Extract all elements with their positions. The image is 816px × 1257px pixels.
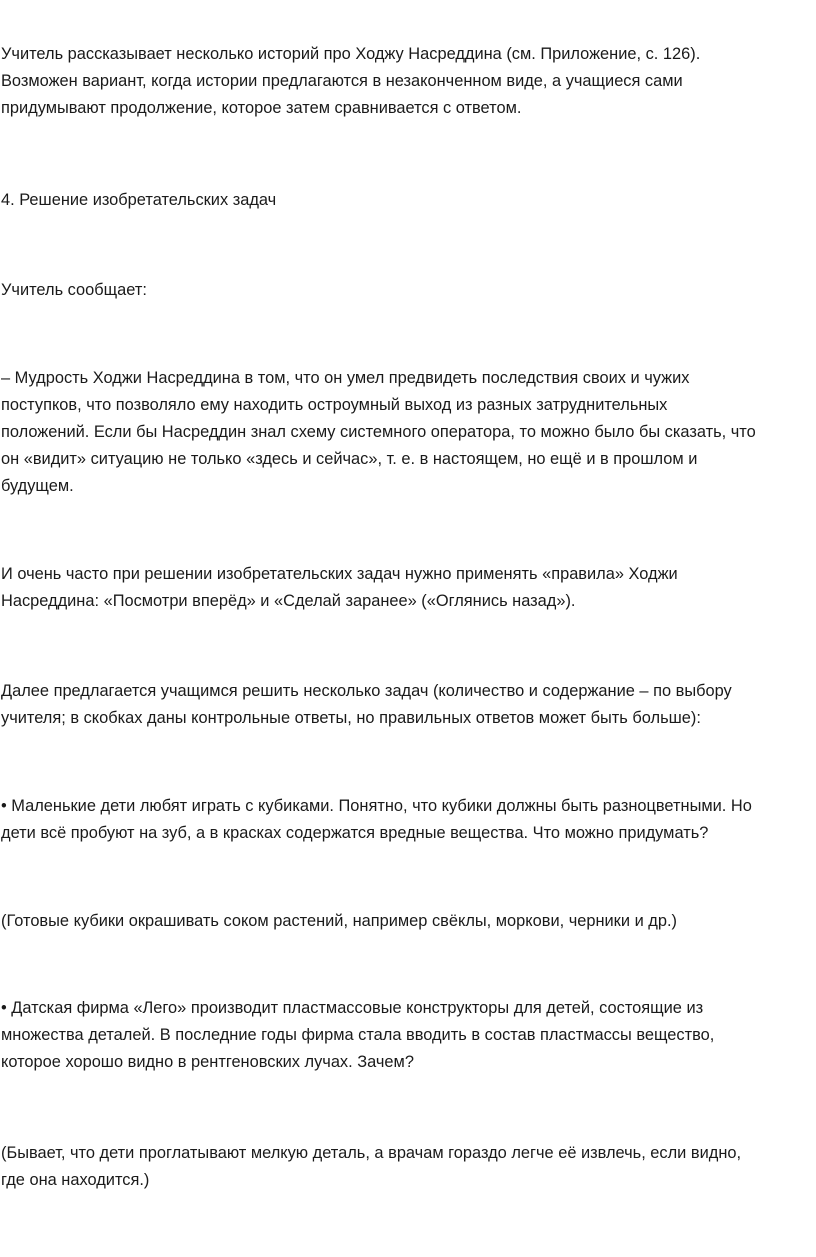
section-heading — [1, 187, 809, 214]
text-line: • Маленькие дети любят играть с кубиками. Понятно, что кубики должны быть разноцветными. Но — [1, 797, 752, 815]
text-line: (Бывает, что дети проглатывают мелкую деталь, а врачам гораздо легче её извлечь, если видно, — [1, 1144, 742, 1162]
text-line: будущем. — [1, 477, 74, 495]
task-item-cubes — [1, 793, 809, 847]
text-line: он «видит» ситуацию не только «здесь и сейчас», т. е. в настоящем, но ещё и в прошлом и — [1, 450, 698, 468]
paragraph-intro — [1, 41, 809, 122]
paragraph-rules — [1, 561, 809, 615]
text-line: Насреддина: «Посмотри вперёд» и «Сделай заранее» («Оглянись назад»). — [1, 592, 576, 610]
text-line: дети всё пробуют на зуб, а в красках содержатся вредные вещества. Что можно придумать? — [1, 824, 709, 842]
text-line: множества деталей. В последние годы фирма стала вводить в состав пластмассы вещество, — [1, 1026, 715, 1044]
text-line: (Готовые кубики окрашивать соком растений, например свёклы, моркови, черники и др.) — [1, 912, 677, 930]
text-line: положений. Если бы Насреддин знал схему системного оператора, то можно было бы сказать, что — [1, 423, 756, 441]
text-line: Учитель рассказывает несколько историй про Ходжу Насреддина (см. Приложение, с. 126). — [1, 45, 701, 63]
text-line: – Мудрость Ходжи Насреддина в том, что он умел предвидеть последствия своих и чужих — [1, 369, 690, 387]
text-line: Далее предлагается учащимся решить несколько задач (количество и содержание – по выбору — [1, 682, 732, 700]
text-line: где она находится.) — [1, 1171, 150, 1189]
text-line: Возможен вариант, когда истории предлагаются в незаконченном виде, а учащиеся сами — [1, 72, 683, 90]
paragraph-tasks-intro — [1, 678, 809, 732]
text-line: • Датская фирма «Лего» производит пластмассовые конструкторы для детей, состоящие из — [1, 999, 704, 1017]
paragraph-wisdom — [1, 365, 809, 500]
text-line: 4. Решение изобретательских задач — [1, 191, 277, 209]
text-line: придумывают продолжение, которое затем сравнивается с ответом. — [1, 99, 522, 117]
task-item-lego — [1, 995, 809, 1076]
answer-cubes — [1, 908, 809, 935]
text-line: Учитель сообщает: — [1, 281, 147, 299]
text-line: И очень часто при решении изобретательских задач нужно применять «правила» Ходжи — [1, 565, 678, 583]
paragraph-teacher-says — [1, 277, 809, 304]
text-line: учителя; в скобках даны контрольные ответы, но правильных ответов может быть больше): — [1, 709, 701, 727]
text-line: которое хорошо видно в рентгеновских лучах. Зачем? — [1, 1053, 414, 1071]
answer-lego — [1, 1140, 809, 1194]
text-line: поступков, что позволяло ему находить остроумный выход из разных затруднительных — [1, 396, 668, 414]
